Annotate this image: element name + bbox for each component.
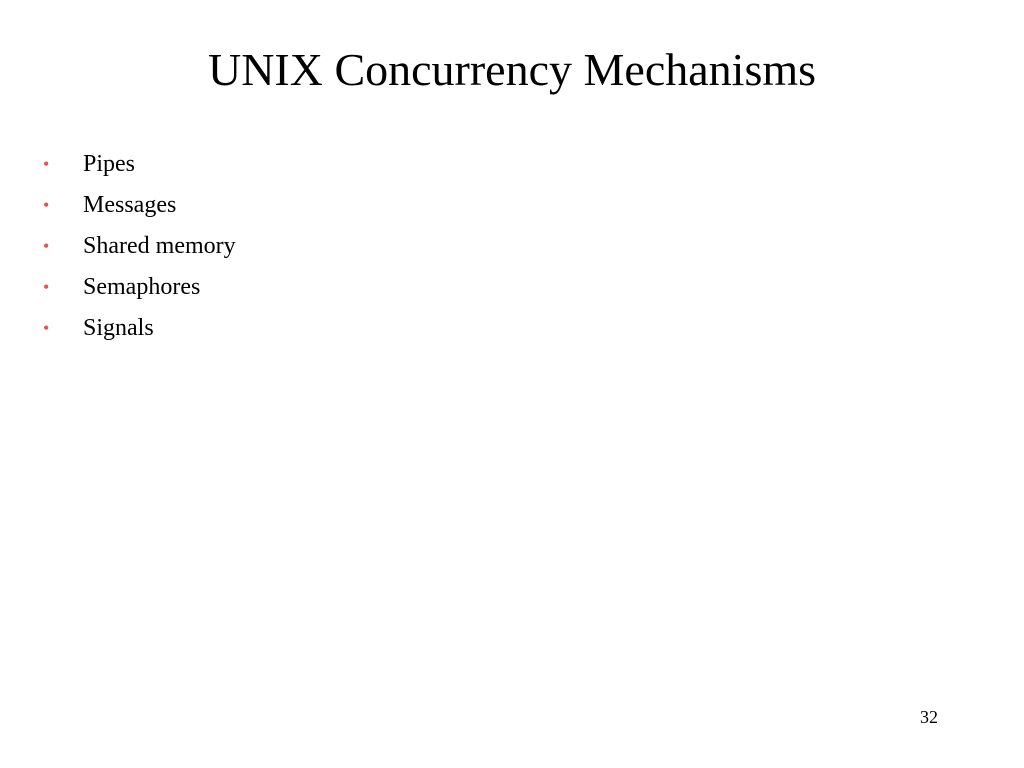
bullet-icon: • [43,153,50,174]
slide-title: UNIX Concurrency Mechanisms [207,44,817,95]
bullet-icon: • [43,235,50,256]
list-item [40,143,236,184]
bullet-list [40,143,236,348]
list-item [40,225,236,266]
bullet-label-signals: Signals [83,314,154,341]
bullet-icon: • [43,276,50,297]
bullet-label-messages: Messages [83,191,177,218]
bullet-icon: • [43,317,50,338]
bullet-icon: • [43,194,50,215]
bullet-label-shared-memory: Shared memory [83,232,236,259]
list-item [40,307,236,348]
bullet-label-pipes: Pipes [83,150,136,177]
bullet-label-semaphores: Semaphores [83,273,201,300]
list-item [40,266,236,307]
page-number: 32 [920,707,938,727]
list-item [40,184,236,225]
